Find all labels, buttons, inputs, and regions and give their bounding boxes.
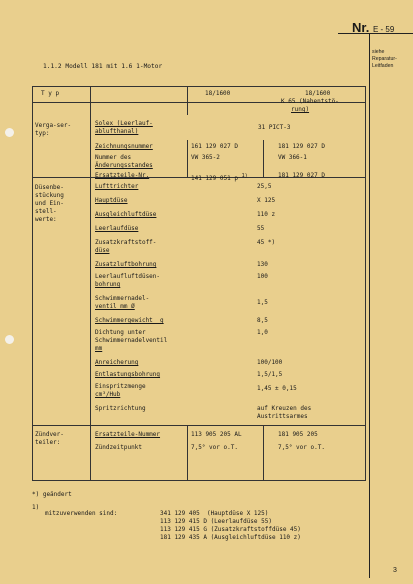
zusatzluft-value: 130 xyxy=(257,261,268,268)
col-divider-mid-1 xyxy=(263,140,264,177)
aenderung-label-1: Nummer des xyxy=(95,154,132,161)
duesen-label-3: und Ein- xyxy=(35,200,64,207)
aenderung-label-2: Änderungsstandes xyxy=(95,162,153,169)
zusatzkraft-value: 45 *) xyxy=(257,239,276,246)
col-divider-3 xyxy=(187,140,188,177)
entlastung-label: Entlastungsbohrung xyxy=(95,371,161,378)
col-divider-mid-2 xyxy=(263,425,264,480)
page-number: 3 xyxy=(393,567,397,574)
ausgleich-value: 110 z xyxy=(257,211,276,218)
col-divider-4 xyxy=(187,425,188,480)
col-divider-1 xyxy=(90,87,91,480)
solex-label-1: Solex (Leerlauf- xyxy=(95,120,153,127)
lufttrichter-value: 25,5 xyxy=(257,183,272,190)
zusatzkraft-label-2: düse xyxy=(95,247,110,254)
zusatzluft-label: Zusatzluftbohrung xyxy=(95,261,157,268)
spritzrichtung-label: Spritzrichtung xyxy=(95,405,146,412)
spritzrichtung-value-2: Austrittsarmes xyxy=(257,413,308,420)
leerluft-value: 100 xyxy=(257,273,268,280)
leerlauf-value: 55 xyxy=(257,225,265,232)
duesen-label-1: Düsenbe- xyxy=(35,184,64,191)
footnote-star: *) geändert xyxy=(32,491,72,498)
footnote-part-4: 181 129 435 A (Ausgleichluftdüse 110 z) xyxy=(160,534,301,541)
solex-value: 31 PICT-3 xyxy=(258,124,291,131)
schwimmergewicht-value: 8,5 xyxy=(257,317,268,324)
typ-label: T y p xyxy=(41,90,60,97)
zeichnungsnummer-v1: 161 129 027 D xyxy=(191,143,238,150)
footnote-part-1: 341 129 405 (Hauptdüse X 125) xyxy=(160,510,269,517)
aenderung-v2: VW 366-1 xyxy=(278,154,307,161)
zuender-ersatz-label: Ersatzteile-Nummer xyxy=(95,431,161,438)
zeichnungsnummer-label: Zeichnungsnummer xyxy=(95,143,153,150)
spec-table xyxy=(32,86,366,481)
typ-col2-line2: K 65 (Nahentstö- xyxy=(281,98,339,105)
entlastung-value: 1,5/1,5 xyxy=(257,371,283,378)
footnote-part-2: 113 129 415 D (Leerlaufdüse 55) xyxy=(160,518,272,525)
leerluft-label-1: Leerlaufluftdüsen- xyxy=(95,273,161,280)
col-divider-2 xyxy=(187,87,188,115)
typ-col2-line1: 18/1600 xyxy=(305,90,331,97)
typ-col2-line3: rung) xyxy=(291,106,310,113)
zuendzeit-v2: 7,5° vor o.T. xyxy=(278,444,325,451)
spritzrichtung-value-1: auf Kreuzen des xyxy=(257,405,312,412)
zeichnungsnummer-v2: 181 129 027 D xyxy=(278,143,325,150)
schwimmernadel-label-1: Schwimmernadel- xyxy=(95,295,150,302)
solex-label-2: ablufthanal) xyxy=(95,128,139,135)
punch-hole-top xyxy=(5,128,14,137)
duesen-label-5: werte: xyxy=(35,216,57,223)
zuender-ersatz-v2: 181 905 205 xyxy=(278,431,318,438)
schwimmernadel-label-2: ventil mm Ø xyxy=(95,303,135,310)
hauptduese-value: X 125 xyxy=(257,197,276,204)
ersatzteile-v2: 181 129 027 D xyxy=(278,172,325,179)
einspritz-label-1: Einspritzmenge xyxy=(95,383,146,390)
typ-col1: 18/1600 xyxy=(205,90,231,97)
zuender-ersatz-v1: 113 905 205 AL xyxy=(191,431,242,438)
einspritz-label-2: cm³/Hub xyxy=(95,391,121,398)
zuendzeit-label: Zündzeitpunkt xyxy=(95,444,142,451)
row-divider-3 xyxy=(33,425,365,426)
einspritz-value: 1,45 ± 0,15 xyxy=(257,385,297,392)
document-number: Nr. E - 59 xyxy=(352,20,395,35)
zuendzeit-v1: 7,5° vor o.T. xyxy=(191,444,238,451)
leerlauf-label: Leerlaufdüse xyxy=(95,225,139,232)
lufttrichter-label: Lufttrichter xyxy=(95,183,139,190)
dichtung-value: 1,0 xyxy=(257,329,268,336)
zuender-label-2: teiler: xyxy=(35,439,61,446)
side-note: siehe Reparatur- Leitfaden xyxy=(372,49,397,69)
footnote-part-3: 113 129 415 G (Zusatzkraftstoffdüse 45) xyxy=(160,526,301,533)
section-heading: 1.1.2 Modell 181 mit 1.6 1-Motor xyxy=(43,63,163,70)
vergaser-label-2: typ: xyxy=(35,130,50,137)
schwimmergewicht-label: Schwimmergewicht g xyxy=(95,317,164,324)
margin-line xyxy=(369,33,370,578)
header-rule xyxy=(338,33,413,34)
ersatzteile-v1: 141 129 051 p $^{1)}$ xyxy=(191,173,248,182)
schwimmernadel-value: 1,5 xyxy=(257,299,268,306)
dichtung-label-3: mm xyxy=(95,345,103,352)
hauptduese-label: Hauptdüse xyxy=(95,197,128,204)
aenderung-v1: VW 365-2 xyxy=(191,154,220,161)
vergaser-label-1: Verga-ser- xyxy=(35,122,72,129)
footnote-one-marker: 1) xyxy=(32,504,40,511)
zusatzkraft-label-1: Zusatzkraftstoff- xyxy=(95,239,157,246)
footnote-one-text: mitzuverwenden sind: xyxy=(45,510,118,517)
anreicherung-label: Anreicherung xyxy=(95,359,139,366)
duesen-label-2: stückung xyxy=(35,192,64,199)
zuender-label-1: Zündver- xyxy=(35,431,64,438)
punch-hole-bottom xyxy=(5,335,14,344)
dichtung-label-1: Dichtung unter xyxy=(95,329,146,336)
leerluft-label-2: bohrung xyxy=(95,281,121,288)
duesen-label-4: stell- xyxy=(35,208,57,215)
ersatzteile-label: Ersatzteile-Nr. xyxy=(95,172,150,179)
dichtung-label-2: Schwimmernadelventil xyxy=(95,337,168,344)
ausgleich-label: Ausgleichluftdüse xyxy=(95,211,157,218)
anreicherung-value: 100/100 xyxy=(257,359,283,366)
